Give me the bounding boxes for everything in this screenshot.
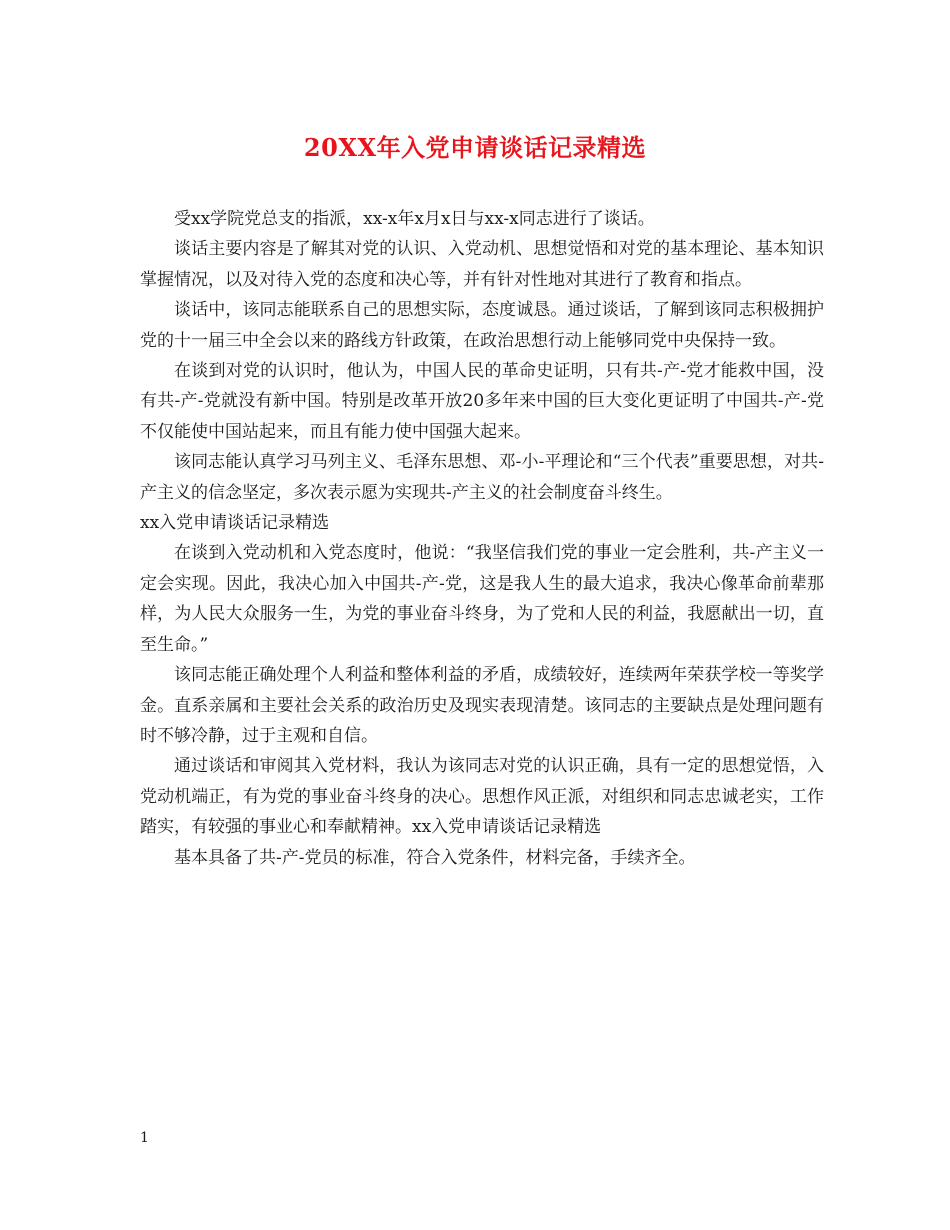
paragraph: 在谈到对党的认识时，他认为，中国人民的革命史证明，只有共-产-党才能救中国，没有共-产-党就没有新中国。特别是改革开放20多年来中国的巨大变化更证明了中国共-产-党不仅能使中国站起来，而且有能力使中国强大起来。 <box>140 361 824 442</box>
page-number: 1 <box>140 1130 149 1146</box>
paragraph: 通过谈话和审阅其入党材料，我认为该同志对党的认识正确，具有一定的思想觉悟，入党动机端正，有为党的事业奋斗终身的决心。思想作风正派，对组织和同志忠诚老实，工作踏实，有较强的事业心和奉献精神。xx入党申请谈话记录精选 <box>140 756 824 838</box>
paragraph: 在谈到入党动机和入党态度时，他说：“我坚信我们党的事业一定会胜利，共-产主义一定会实现。因此，我决心加入中国共-产-党，这是我人生的最大追求，我决心像革命前辈那样，为人民大众服务一生，为党的事业奋斗终身，为了党和人民的利益，我愿献出一切，直至生命。” <box>140 543 824 655</box>
paragraph: 受xx学院党总支的指派，xx-x年x月x日与xx-x同志进行了谈话。 <box>174 209 655 229</box>
paragraph: 该同志能正确处理个人利益和整体利益的矛盾，成绩较好，连续两年荣获学校一等奖学金。直系亲属和主要社会关系的政治历史及现实表现清楚。该同志的主要缺点是处理问题有时不够冷静，过于主观和自信。 <box>140 665 824 746</box>
paragraph-caption: xx入党申请谈话记录精选 <box>140 513 330 534</box>
paragraph: 谈话主要内容是了解其对党的认识、入党动机、思想觉悟和对党的基本理论、基本知识掌握情况，以及对待入党的态度和决心等，并有针对性地对其进行了教育和指点。 <box>140 239 824 290</box>
document-body <box>140 204 824 873</box>
document-title: 20XX年入党申请谈话记录精选 <box>303 133 647 162</box>
paragraph: 基本具备了共-产-党员的标准，符合入党条件，材料完备，手续齐全。 <box>174 847 696 868</box>
paragraph: 该同志能认真学习马列主义、毛泽东思想、邓-小-平理论和“三个代表”重要思想，对共-产主义的信念坚定，多次表示愿为实现共-产主义的社会制度奋斗终生。 <box>140 452 824 503</box>
paragraph: 谈话中，该同志能联系自己的思想实际，态度诚恳。通过谈话，了解到该同志积极拥护党的十一届三中全会以来的路线方针政策，在政治思想行动上能够同党中央保持一致。 <box>140 300 824 351</box>
